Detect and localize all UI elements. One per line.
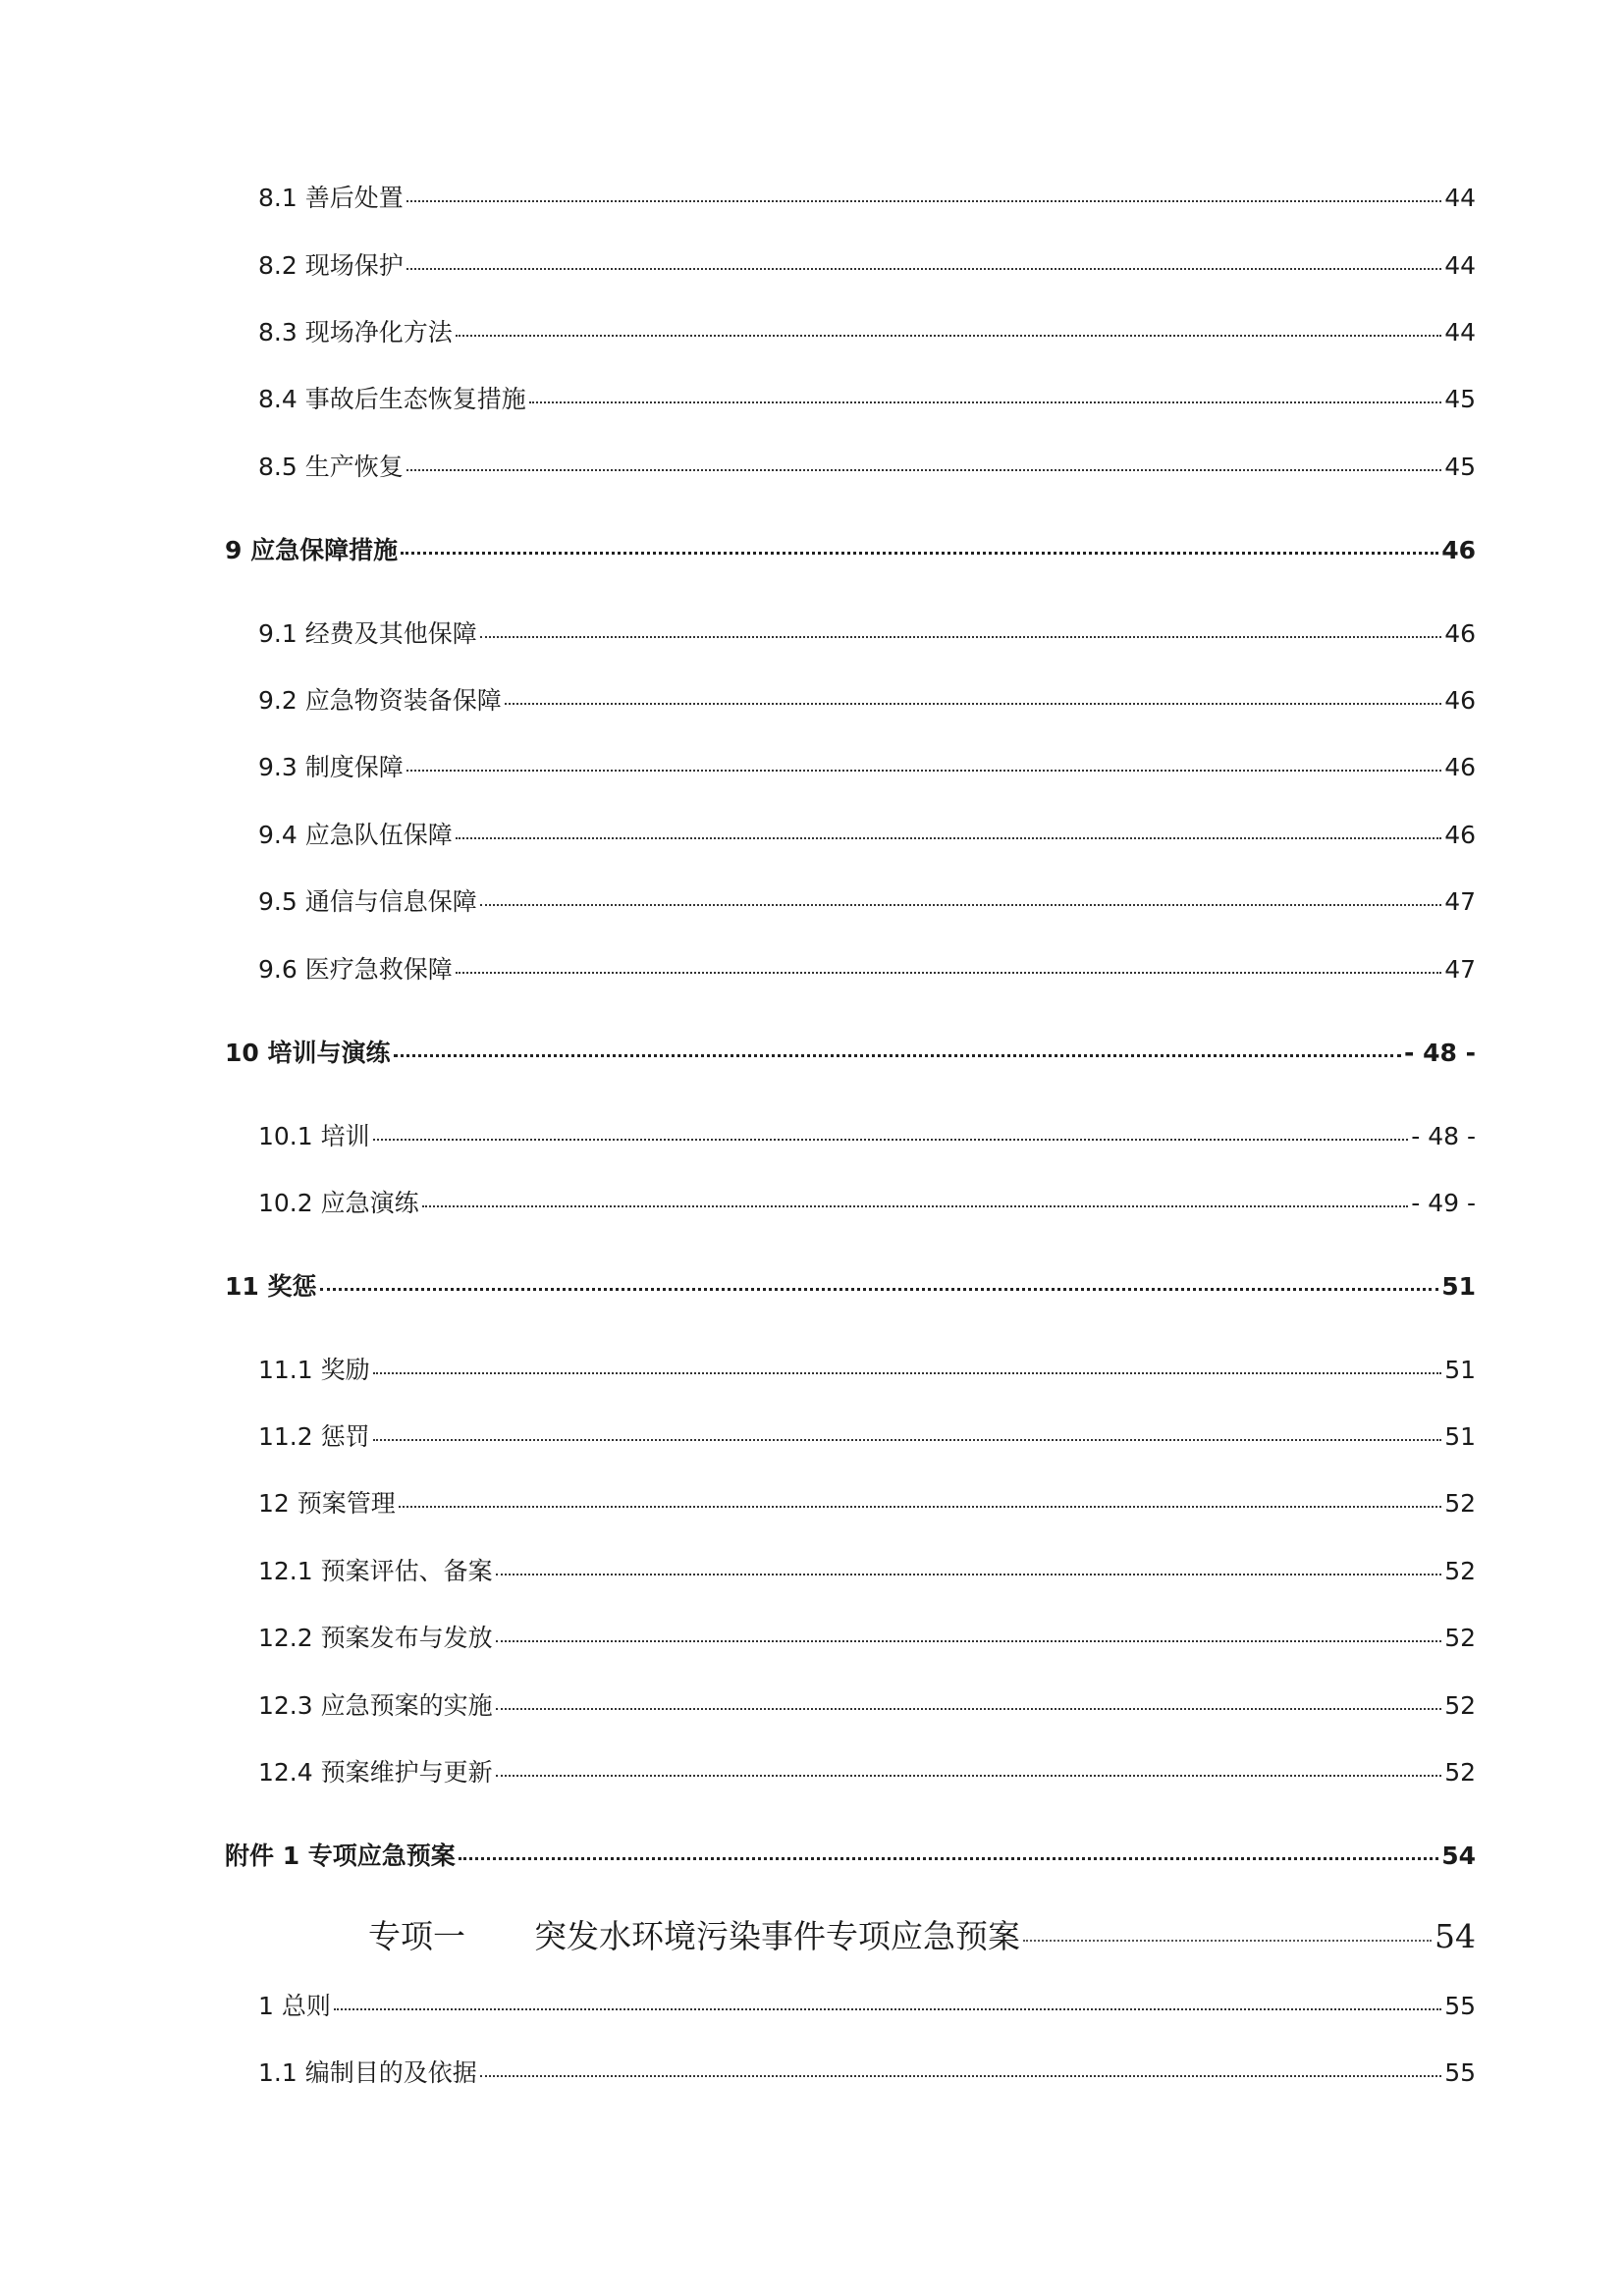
toc-entry-title: 9.1 经费及其他保障 [258,619,477,648]
toc-dot-leader [480,636,1441,638]
toc-page-number: 52 [1444,1557,1476,1585]
toc-entry-title-prefix: 专项一 [368,1917,465,1955]
toc-entry-8-3[interactable] [258,313,1476,348]
toc-dot-leader [459,1857,1438,1860]
toc-dot-leader [1023,1940,1432,1942]
toc-entry-title: 12.3 应急预案的实施 [258,1691,493,1720]
toc-page-number: 44 [1444,251,1476,280]
toc-entry-9-4[interactable] [258,816,1476,851]
toc-entry-8-4[interactable] [258,380,1476,415]
toc-entry-9-5[interactable] [258,882,1476,918]
toc-page-number: 51 [1441,1272,1476,1301]
toc-entry-s1[interactable] [258,1987,1476,2022]
toc-page-number: 52 [1444,1691,1476,1720]
toc-entry-title: 12.4 预案维护与更新 [258,1758,493,1787]
toc-dot-leader [422,1205,1409,1207]
toc-entry-title: 1.1 编制目的及依据 [258,2058,477,2087]
toc-entry-title: 10 培训与演练 [225,1039,391,1067]
toc-entry-title: 8.2 现场保护 [258,251,404,280]
toc-page-number: 51 [1444,1422,1476,1451]
toc-dot-leader [456,837,1441,839]
toc-entry-12-3[interactable] [258,1686,1476,1722]
toc-dot-leader [334,2008,1441,2010]
toc-entry-12-2[interactable] [258,1619,1476,1654]
toc-dot-leader [406,469,1441,471]
toc-entry-title: 12 预案管理 [258,1489,396,1518]
toc-dot-leader [320,1288,1439,1291]
toc-page-number: 45 [1444,385,1476,413]
toc-dot-leader [406,770,1441,772]
toc-page-number: 46 [1444,619,1476,648]
toc-entry-title: 9.3 制度保障 [258,753,404,781]
toc-page-number: 54 [1441,1842,1476,1870]
toc-entry-12[interactable] [258,1484,1476,1520]
toc-entry-title: 10.1 培训 [258,1122,370,1150]
toc-entry-title: 9.6 医疗急救保障 [258,955,453,984]
toc-entry-11-1[interactable] [258,1351,1476,1386]
toc-entry-special-plan-1[interactable] [368,1911,1476,1956]
toc-page-number: 47 [1444,955,1476,984]
toc-page-number: - 49 - [1411,1189,1476,1217]
toc-entry-9-3[interactable] [258,748,1476,783]
toc-page-number: 52 [1444,1624,1476,1652]
toc-page-number: 51 [1444,1356,1476,1384]
toc-dot-leader [456,335,1441,337]
toc-entry-title: 8.5 生产恢复 [258,453,404,481]
toc-dot-leader [373,1372,1442,1374]
toc-page-number: 55 [1444,2058,1476,2087]
toc-dot-leader [373,1139,1409,1141]
toc-dot-leader [505,703,1441,705]
toc-entry-title: 1 总则 [258,1992,331,2020]
toc-page-number: 46 [1444,753,1476,781]
toc-page-number: 46 [1444,686,1476,715]
toc-entry-title: 附件 1 专项应急预案 [225,1842,456,1870]
toc-page-number: 46 [1444,821,1476,849]
toc-page-number: - 48 - [1404,1039,1476,1067]
toc-dot-leader [496,1775,1442,1777]
toc-dot-leader [480,904,1441,906]
toc-entry-title: 12.1 预案评估、备案 [258,1557,493,1585]
toc-dot-leader [496,1574,1442,1575]
toc-dot-leader [394,1054,1402,1057]
toc-entry-title: 9.4 应急队伍保障 [258,821,453,849]
toc-entry-s1-1[interactable] [258,2054,1476,2089]
toc-entry-appendix-1[interactable] [225,1837,1476,1872]
toc-entry-8-1[interactable] [258,179,1476,214]
toc-entry-11-2[interactable] [258,1417,1476,1453]
toc-dot-leader [406,268,1441,270]
toc-entry-9-6[interactable] [258,950,1476,986]
toc-entry-title: 11.1 奖励 [258,1356,370,1384]
toc-page-number: 46 [1441,536,1476,564]
toc-dot-leader [401,552,1438,555]
toc-entry-10[interactable] [225,1034,1476,1069]
toc-dot-leader [373,1439,1442,1441]
toc-entry-9-2[interactable] [258,681,1476,717]
toc-entry-11[interactable] [225,1267,1476,1303]
toc-dot-leader [406,200,1441,202]
toc-entry-title: 9.2 应急物资装备保障 [258,686,502,715]
toc-entry-8-2[interactable] [258,246,1476,282]
toc-entry-title: 12.2 预案发布与发放 [258,1624,493,1652]
toc-entry-8-5[interactable] [258,448,1476,483]
toc-entry-10-2[interactable] [258,1184,1476,1219]
toc-entry-9-1[interactable] [258,614,1476,650]
toc-page-number: 54 [1435,1917,1476,1955]
toc-entry-12-4[interactable] [258,1753,1476,1789]
toc-dot-leader [399,1506,1441,1508]
toc-page-number: 55 [1444,1992,1476,2020]
toc-page-number: 47 [1444,887,1476,916]
toc-entry-title: 11 奖惩 [225,1272,317,1301]
toc-entry-10-1[interactable] [258,1117,1476,1152]
toc-page-number: 44 [1444,184,1476,212]
toc-entry-title: 8.3 现场净化方法 [258,318,453,347]
toc-entry-title [368,1911,1020,1957]
toc-page-number: 45 [1444,453,1476,481]
toc-page-number: 52 [1444,1758,1476,1787]
toc-page-number: 44 [1444,318,1476,347]
toc-page-number: 52 [1444,1489,1476,1518]
toc-entry-title-main: 突发水环境污染事件专项应急预案 [534,1917,1020,1955]
toc-dot-leader [480,2075,1441,2077]
toc-entry-title: 10.2 应急演练 [258,1189,419,1217]
toc-entry-title: 8.1 善后处置 [258,184,404,212]
toc-dot-leader [496,1708,1442,1710]
toc-entry-9[interactable] [225,531,1476,566]
toc-entry-12-1[interactable] [258,1552,1476,1587]
toc-dot-leader [529,401,1441,403]
toc-dot-leader [456,972,1441,974]
toc-entry-title: 9.5 通信与信息保障 [258,887,477,916]
toc-entry-title: 9 应急保障措施 [225,536,399,564]
toc-entry-title: 11.2 惩罚 [258,1422,370,1451]
toc-dot-leader [496,1640,1442,1642]
toc-entry-title: 8.4 事故后生态恢复措施 [258,385,526,413]
toc-page-number: - 48 - [1411,1122,1476,1150]
